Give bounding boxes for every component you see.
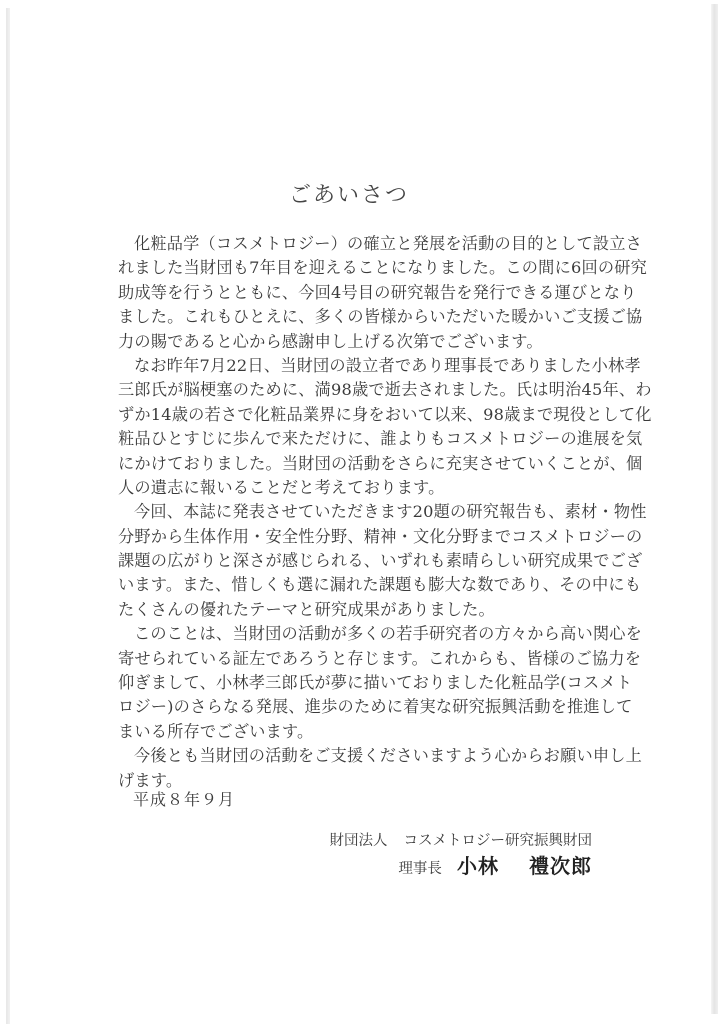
text-line: れました当財団も7年目を迎えることになりました。この間に6回の研究 xyxy=(118,258,648,278)
organization-line xyxy=(330,831,593,851)
text-line: 寄せられている証左であろうと存じます。これからも、皆様のご協力を xyxy=(118,648,642,668)
text-line: にかけておりました。当財団の活動をさらに充実させていくことが、個 xyxy=(118,453,643,473)
date: 平成８年９月 xyxy=(133,790,236,809)
text-line: 助成等を行うとともに、今回4号目の研究報告を発行できる運びとなり xyxy=(118,282,637,302)
text-line: 分野から生体作用・安全性分野、精神・文化分野までコスメトロジーの xyxy=(118,526,643,546)
signatory-role: 理事長 xyxy=(398,861,442,877)
text-line: なお昨年7月22日、当財団の設立者であり理事長でありました小林孝 xyxy=(134,355,641,375)
text-line: 今後とも当財団の活動をご支援くださいますよう心からお願い申し上 xyxy=(134,746,643,766)
text-line: 人の遺志に報いることだと考えております。 xyxy=(118,477,445,497)
text-line: 三郎氏が脳梗塞のために、満98歳で逝去されました。氏は明治45年、わ xyxy=(118,380,652,400)
text-line: ました。これもひとえに、多くの皆様からいただいた暖かいご支援ご協 xyxy=(118,307,643,327)
signatory-given-name: 禮次郎 xyxy=(529,854,592,878)
text-line: 粧品ひとすじに歩んで来ただけに、誰よりもコスメトロジーの進展を気 xyxy=(118,429,643,449)
paragraph-4 xyxy=(118,622,643,744)
signatory-family-name: 小林 xyxy=(457,854,499,878)
paragraph-1 xyxy=(118,232,648,354)
text-line: げます。 xyxy=(118,770,183,790)
text-line: ずか14歳の若さで化粧品業界に身をおいて以来、98歳まで現役として化 xyxy=(118,404,652,424)
text-line: まいる所存でございます。 xyxy=(118,721,314,741)
text-line: たくさんの優れたテーマと研究成果がありました。 xyxy=(118,599,495,619)
text-line: 化粧品学（コスメトロジー）の確立と発展を活動の目的として設立さ xyxy=(134,234,643,253)
scan-edge-left xyxy=(6,8,10,1024)
text-line: 仰ぎまして、小林孝三郎氏が夢に描いておりました化粧品学(コスメト xyxy=(118,673,633,693)
signatory-name xyxy=(457,854,592,878)
paragraph-5 xyxy=(118,744,643,793)
text-line: 今回、本誌に発表させていただきます20題の研究報告も、素材・物性 xyxy=(134,502,647,522)
scan-edge-right xyxy=(711,4,718,1014)
text-line: います。また、惜しくも選に漏れた課題も膨大な数であり、その中にも xyxy=(118,575,642,595)
page-title: ごあいさつ xyxy=(288,183,409,208)
text-line: 課題の広がりと深さが感じられる、いずれも素晴らしい研究成果でござ xyxy=(118,551,643,571)
paragraph-2 xyxy=(118,354,652,500)
paragraph-3 xyxy=(118,500,647,622)
text-line: 力の賜であると心から感謝申し上げる次第でございます。 xyxy=(118,331,543,351)
org-name: コスメトロジー研究振興財団 xyxy=(403,833,592,849)
signature-line xyxy=(398,853,592,882)
text-line: このことは、当財団の活動が多くの若手研究者の方々から高い関心を xyxy=(134,624,643,644)
org-type: 財団法人 xyxy=(329,833,388,849)
text-line: ロジー)のさらなる発展、進歩のために着実な研究振興活動を推進して xyxy=(118,697,633,717)
greeting-body xyxy=(118,232,652,793)
